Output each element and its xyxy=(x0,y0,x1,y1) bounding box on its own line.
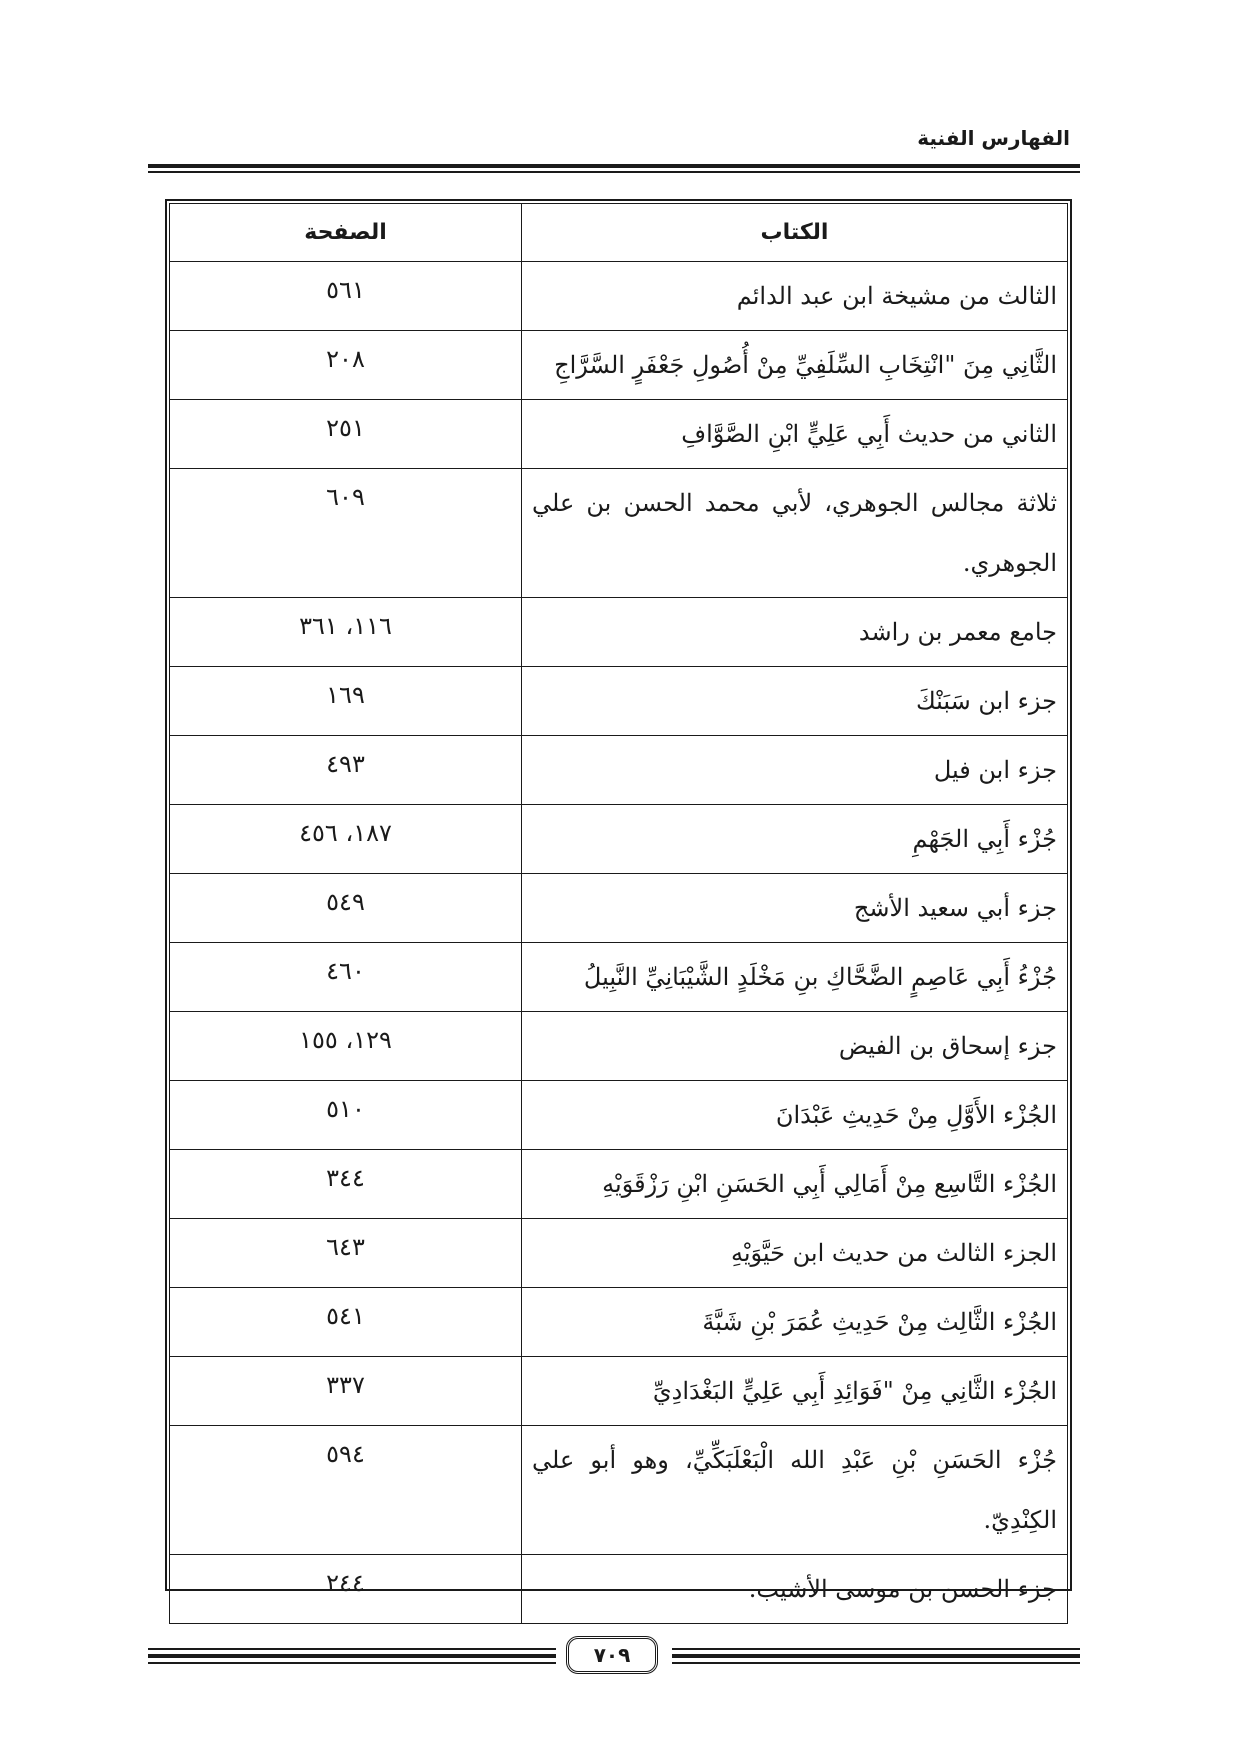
footer-rule xyxy=(672,1648,1080,1650)
page-footer xyxy=(148,1636,1080,1676)
table-header-row xyxy=(170,204,1068,262)
book-title-cell: الجُزْء التَّاسِع مِنْ أَمَالِي أَبِي الحَسَنِ ابْنِ رَزْقَوَيْهِ xyxy=(522,1150,1068,1219)
page-number-cell: ٥١٠ xyxy=(170,1081,522,1150)
book-title-cell: جُزْءُ أَبِي عَاصِمٍ الضَّحَّاكِ بنِ مَخْلَدٍ الشَّيْبَانِيِّ النَّبِيلُ xyxy=(522,943,1068,1012)
header-rule-thick xyxy=(148,164,1080,168)
table-row xyxy=(170,1081,1068,1150)
page-number-cell: ٥٤١ xyxy=(170,1288,522,1357)
page-number-cell: ٦٤٣ xyxy=(170,1219,522,1288)
page-number-cell: ٤٩٣ xyxy=(170,736,522,805)
page-number: ٧٠٩ xyxy=(566,1636,658,1674)
book-title-cell: الجزء الثالث من حديث ابن حَيَّوَيْهِ xyxy=(522,1219,1068,1288)
page-number-cell: ٣٣٧ xyxy=(170,1357,522,1426)
index-table-frame xyxy=(165,199,1072,1603)
running-header-title: الفهارس الفنية xyxy=(917,126,1070,150)
table-row xyxy=(170,262,1068,331)
page-number-cell: ٦٠٩ xyxy=(170,469,522,598)
page-number-cell: ١٦٩ xyxy=(170,667,522,736)
page-number-cell: ٤٦٠ xyxy=(170,943,522,1012)
table-row xyxy=(170,400,1068,469)
book-title-cell: الثالث من مشيخة ابن عبد الدائم xyxy=(522,262,1068,331)
header-rule-thin xyxy=(148,171,1080,173)
table-row xyxy=(170,1150,1068,1219)
page-number-cell: ٥٤٩ xyxy=(170,874,522,943)
page-number-cell: ٣٤٤ xyxy=(170,1150,522,1219)
table-row xyxy=(170,331,1068,400)
book-title-cell: جُزْء أَبِي الجَهْمِ xyxy=(522,805,1068,874)
column-header-page: الصفحة xyxy=(170,204,522,262)
book-title-cell: ثلاثة مجالس الجوهري، لأبي محمد الحسن بن علي الجوهري. xyxy=(522,469,1068,598)
page-number-cell: ٢٥١ xyxy=(170,400,522,469)
book-title-cell: جزء أبي سعيد الأشج xyxy=(522,874,1068,943)
book-title-cell: الثَّانِي مِنَ "انْتِخَابِ السِّلَفِيِّ مِنْ أُصُولِ جَعْفَرٍ السَّرَّاجِ xyxy=(522,331,1068,400)
table-row xyxy=(170,1555,1068,1624)
table-row xyxy=(170,1219,1068,1288)
page-number-cell: ١١٦، ٣٦١ xyxy=(170,598,522,667)
book-title-cell: جُزْء الحَسَنِ بْنِ عَبْدِ الله الْبَعْلَبَكِّيِّ، وهو أبو علي الكِنْدِيّ. xyxy=(522,1426,1068,1555)
table-row xyxy=(170,598,1068,667)
footer-rule xyxy=(148,1662,556,1664)
book-title-cell: الجُزْء الثَّالِث مِنْ حَدِيثِ عُمَرَ بْنِ شَبَّةَ xyxy=(522,1288,1068,1357)
table-row xyxy=(170,469,1068,598)
index-table xyxy=(169,203,1068,1624)
page-number-cell: ٢٤٤ xyxy=(170,1555,522,1624)
table-row xyxy=(170,943,1068,1012)
footer-rule xyxy=(148,1648,556,1650)
footer-rule xyxy=(148,1654,556,1658)
table-row xyxy=(170,736,1068,805)
page-number-cell: ١٨٧، ٤٥٦ xyxy=(170,805,522,874)
book-title-cell: جزء إسحاق بن الفيض xyxy=(522,1012,1068,1081)
page-number-cell: ٥٩٤ xyxy=(170,1426,522,1555)
book-title-cell: جزء ابن سَبَنْكَ xyxy=(522,667,1068,736)
book-title-cell: الجُزْء الثَّانِي مِنْ "فَوَائِدِ أَبِي عَلِيٍّ البَغْدَادِيِّ xyxy=(522,1357,1068,1426)
footer-rule xyxy=(672,1654,1080,1658)
table-row xyxy=(170,1426,1068,1555)
table-row xyxy=(170,874,1068,943)
column-header-book: الكتاب xyxy=(522,204,1068,262)
book-title-cell: جامع معمر بن راشد xyxy=(522,598,1068,667)
page-number-cell: ٥٦١ xyxy=(170,262,522,331)
table-row xyxy=(170,667,1068,736)
page-number-cell: ٢٠٨ xyxy=(170,331,522,400)
book-title-cell: الثاني من حديث أَبِي عَلِيٍّ ابْنِ الصَّوَّافِ xyxy=(522,400,1068,469)
table-row xyxy=(170,805,1068,874)
table-row xyxy=(170,1357,1068,1426)
table-row xyxy=(170,1288,1068,1357)
book-title-cell: الجُزْء الأَوَّلِ مِنْ حَدِيثِ عَبْدَانَ xyxy=(522,1081,1068,1150)
book-title-cell: جزء ابن فيل xyxy=(522,736,1068,805)
book-title-cell: جزء الحسن بن موسى الأشيب. xyxy=(522,1555,1068,1624)
table-body xyxy=(170,262,1068,1624)
table-row xyxy=(170,1012,1068,1081)
footer-rule xyxy=(672,1662,1080,1664)
page-number-cell: ١٢٩، ١٥٥ xyxy=(170,1012,522,1081)
